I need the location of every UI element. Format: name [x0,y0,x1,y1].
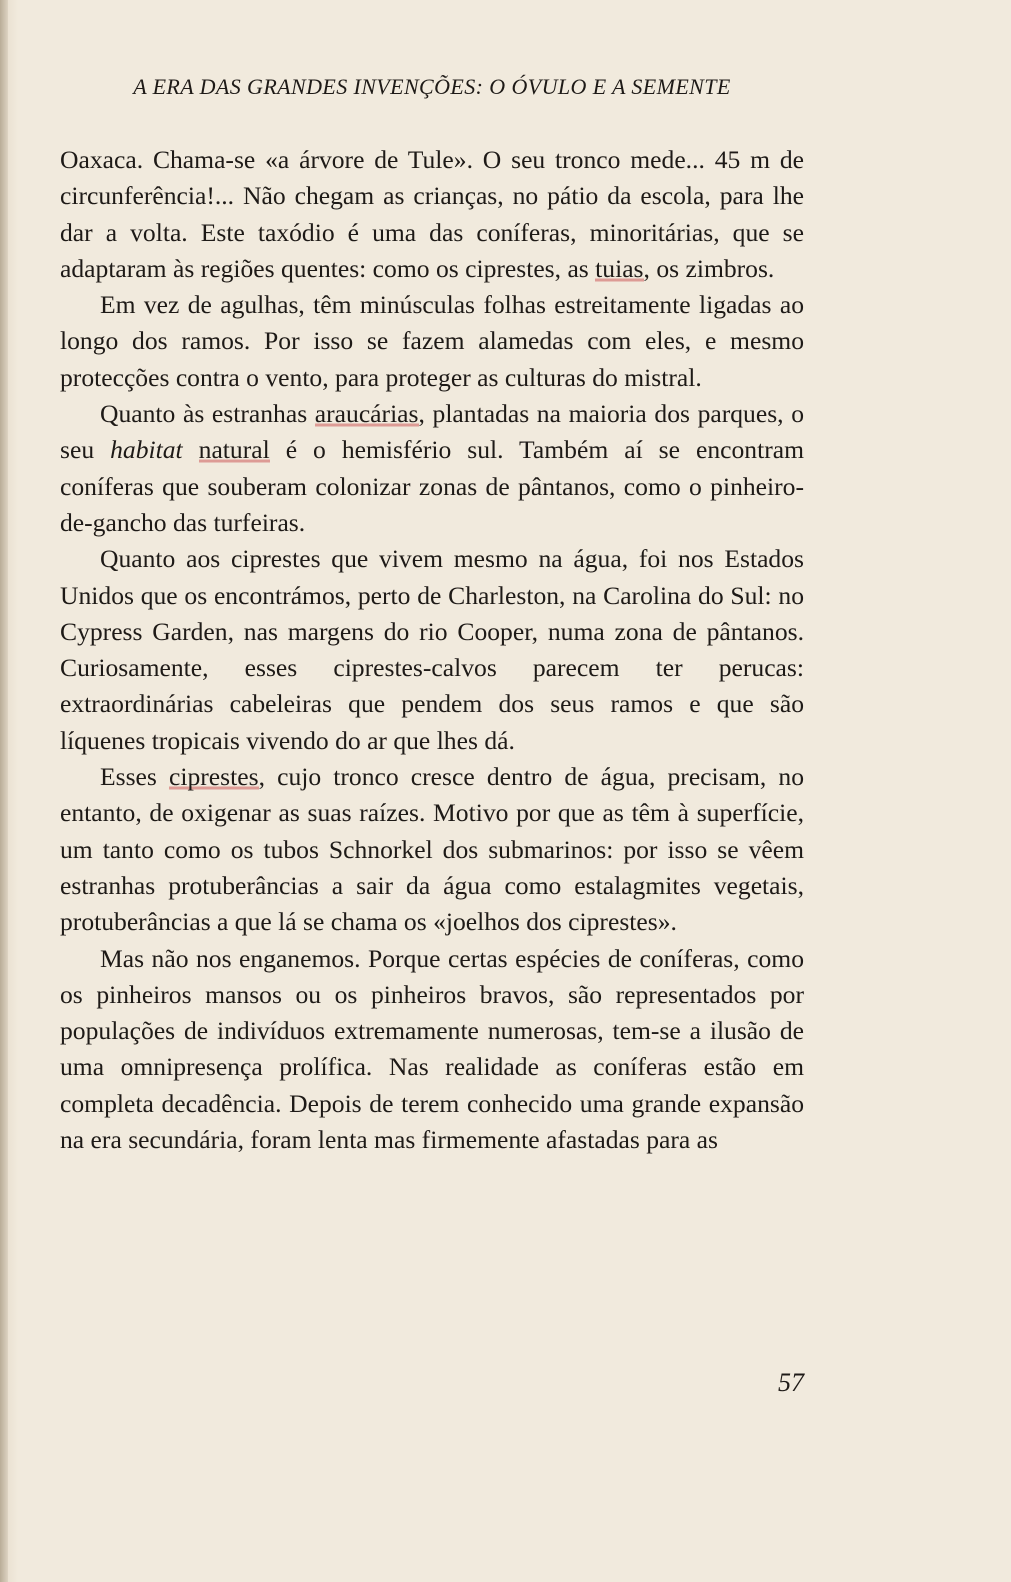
marked-word: natural [198,435,270,465]
paragraph-5: Esses ciprestes, cujo tronco cresce dentro de água, precisam, no entanto, de oxigenar as suas raízes. Motivo por que as têm à superfície, um tanto como os tubos Schnorkel dos submarinos: por isso se vêem estranhas protuberâncias a sair da água como estalagmites vegetais, protuberâncias a que lá se chama os «joelhos dos ciprestes». [60,762,805,937]
running-head: A ERA DAS GRANDES INVENÇÕES: O ÓVULO E A SEMENTE [133,74,731,99]
body-text [60,142,804,1158]
paragraph-6: Mas não nos enganemos. Porque certas espécies de coníferas, como os pinheiros mansos ou os pinheiros bravos, são representados por populações de indivíduos extremamente numerosas, tem-se a ilusão de uma omnipresença prolífica. Nas realidade as coníferas estão em completa decadência. Depois de terem conhecido uma grande expansão na era secundária, foram lenta mas firmemente afastadas para as [60,943,804,1155]
paragraph-1: Oaxaca. Chama-se «a árvore de Tule». O seu tronco mede... 45 m de circunferência!... Não chegam as crianças, no pátio da escola, para lhe dar a volta. Este taxódio é uma das coníferas, minoritárias, que se adaptaram às regiões quentes: como os ciprestes, as tuias, os zimbros. [60,145,804,283]
paragraph-2: Em vez de agulhas, têm minúsculas folhas estreitamente ligadas ao longo dos ramos. Por isso se fazem alamedas com eles, e mesmo protecções contra o vento, para proteger as culturas do mistral. [60,290,804,392]
marked-word: ciprestes [169,762,259,792]
paragraph-4: Quanto aos ciprestes que vivem mesmo na água, foi nos Estados Unidos que os encontrámos, perto de Charleston, na Carolina do Sul: no Cypress Garden, nas margens do rio Cooper, numa zona de pântanos. Curiosamente, esses ciprestes-calvos parecem ter perucas: extraordinárias cabeleiras que pendem dos seus ramos e que são líquenes tropicais vivendo do ar que lhes dá. [60,544,804,755]
binding-edge [0,0,8,1582]
page-number: 57 [778,1368,804,1397]
marked-word: tuias [595,253,644,283]
paragraph-3: Quanto às estranhas araucárias, plantadas na maioria dos parques, o seu habitat natural é o hemisfério sul. Também aí se encontram coníferas que souberam colonizar zonas de pântanos, como o pinheiro-de-gancho das turfeiras. [60,399,805,537]
marked-word: araucárias [314,399,419,429]
italic-term: habitat [110,435,183,465]
